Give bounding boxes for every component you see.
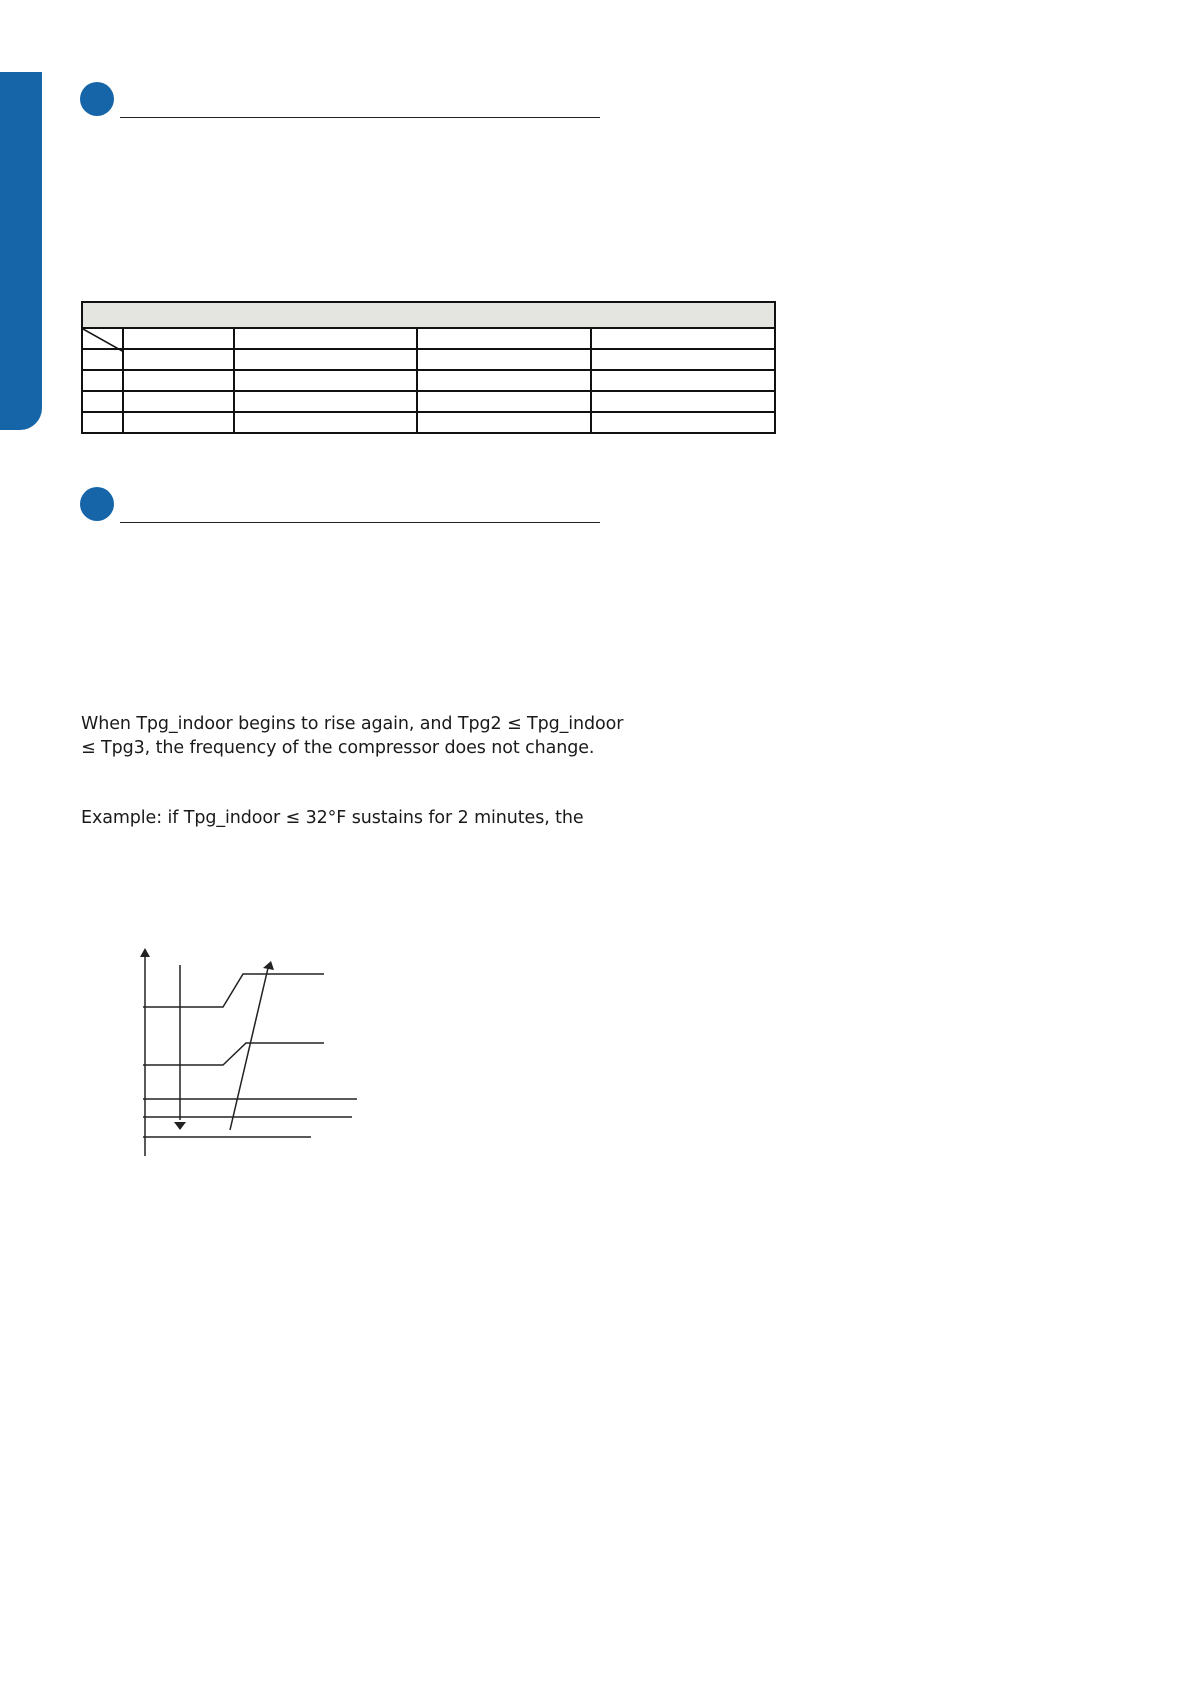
- rising-temperature-arrow: [230, 968, 268, 1130]
- arrow-up-icon: [263, 961, 274, 970]
- arrow-up-icon: [140, 948, 150, 957]
- upper-threshold-line: [143, 974, 324, 1007]
- arrow-down-icon: [174, 1122, 186, 1130]
- body-paragraph: Example: if Tpg_indoor ≤ 32°F sustains for 2 minutes, the: [81, 808, 584, 828]
- body-paragraph: When Tpg_indoor begins to rise again, and Tpg2 ≤ Tpg_indoor ≤ Tpg3, the frequency of the compressor does not change.: [81, 714, 624, 758]
- middle-threshold-line: [143, 1043, 324, 1065]
